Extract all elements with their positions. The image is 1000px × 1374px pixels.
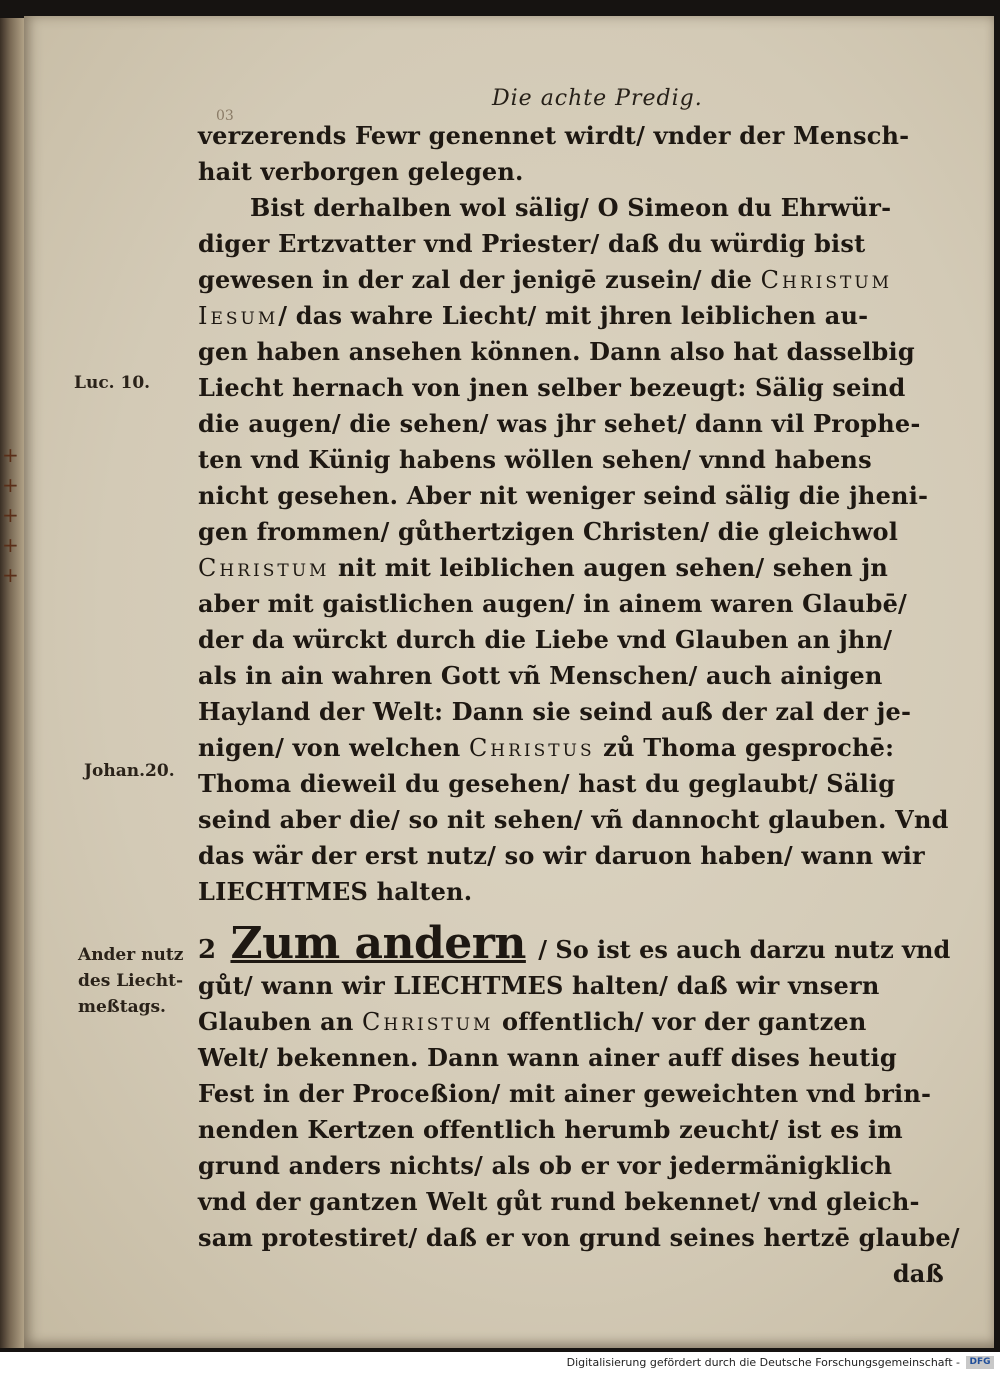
line-text: aber mit gaistlichen augen/ in ainem waren Glaubē/	[198, 589, 908, 618]
small-caps-name: Christum	[760, 266, 893, 294]
line-text: verzerends Fewr genennet wirdt/ vnder der Mensch-	[198, 121, 910, 150]
text-line	[198, 190, 948, 226]
running-head: Die achte Predig.	[492, 86, 703, 111]
text-line	[198, 730, 948, 766]
line-text: offentlich/ vor der gantzen	[493, 1007, 867, 1036]
gutter-mark: +	[2, 503, 19, 527]
margin-note-ander-nutz	[78, 942, 183, 1020]
line-text: nigen/ von welchen	[198, 733, 469, 762]
line-text: hait verborgen gelegen.	[198, 157, 524, 186]
text-line	[198, 802, 948, 838]
dfg-logo: DFG	[966, 1356, 994, 1369]
text-line	[198, 766, 948, 802]
margin-note-line: meßtags.	[78, 997, 166, 1017]
text-line	[198, 694, 948, 730]
text-line	[198, 154, 948, 190]
small-caps-name: Christum	[362, 1008, 494, 1036]
line-text: Thoma dieweil du gesehen/ hast du geglaubt/ Sälig	[198, 769, 896, 798]
text-line	[198, 334, 948, 370]
line-text: seind aber die/ so nit sehen/ vñ dannocht glauben. Vnd	[198, 805, 949, 834]
gutter-marks	[2, 440, 22, 620]
line-text: das wär der erst nutz/ so wir daruon haben/ wann wir	[198, 841, 925, 870]
folio-number: 03	[216, 108, 234, 124]
margin-note-luc: Luc. 10.	[74, 373, 151, 393]
text-line	[198, 968, 948, 1004]
gutter-mark: +	[2, 563, 19, 587]
footer-credit: Digitalisierung gefördert durch die Deutsche Forschungsgemeinschaft -	[566, 1356, 960, 1369]
line-text: nit mit leiblichen augen sehen/ sehen jn	[329, 553, 888, 582]
line-text: gůt/ wann wir LIECHTMES halten/ daß wir vnsern	[198, 971, 880, 1000]
line-text: als in ain wahren Gott vñ Menschen/ auch ainigen	[198, 661, 883, 690]
text-line	[198, 838, 948, 874]
text-line	[198, 586, 948, 622]
small-caps-name: Christus	[468, 734, 595, 762]
margin-note-johan: Johan.20.	[84, 761, 175, 781]
text-line	[198, 874, 948, 910]
gutter-mark: +	[2, 443, 19, 467]
text-line	[198, 550, 948, 586]
line-text: halten.	[368, 877, 473, 906]
line-text: grund anders nichts/ als ob er vor jedermänigklich	[198, 1151, 893, 1180]
section-heading-title: Zum andern	[230, 918, 526, 969]
gutter-mark: +	[2, 533, 19, 557]
page-edge	[0, 18, 26, 1348]
text-line	[198, 118, 948, 154]
line-text: gen haben ansehen können. Dann also hat dasselbig	[198, 337, 915, 366]
section-heading-rest: / So ist es auch darzu nutz vnd	[538, 935, 951, 964]
text-line	[198, 622, 948, 658]
line-text: gen frommen/ gůthertzigen Christen/ die gleichwol	[198, 517, 899, 546]
text-line	[198, 514, 948, 550]
main-text	[198, 118, 960, 1292]
text-line	[198, 406, 948, 442]
text-line	[198, 658, 948, 694]
margin-note-line: Ander nutz	[78, 945, 184, 965]
line-text: Welt/ bekennen. Dann wann ainer auff dises heutig	[198, 1043, 897, 1072]
text-line	[198, 1040, 948, 1076]
line-text: Glauben an	[198, 1007, 363, 1036]
text-line	[198, 1148, 948, 1184]
line-text: der da würckt durch die Liebe vnd Glauben an jhn/	[198, 625, 893, 654]
text-line	[198, 1004, 948, 1040]
line-text: Fest in der Proceßion/ mit ainer geweichten vnd brin-	[198, 1079, 932, 1108]
line-text: Liecht hernach von jnen selber bezeugt: Sälig seind	[198, 373, 906, 402]
text-line	[198, 226, 948, 262]
line-text: Hayland der Welt: Dann sie seind auß der zal der je-	[198, 697, 912, 726]
text-block-second	[198, 968, 960, 1292]
small-caps-name: Iesum	[198, 302, 279, 330]
line-text: sam protestiret/ daß er von grund seines hertzē glaube/	[198, 1223, 960, 1252]
digitization-footer	[0, 1352, 1000, 1374]
line-text: zů Thoma gesprochē:	[594, 733, 895, 762]
gutter-mark: +	[2, 473, 19, 497]
text-line	[198, 262, 948, 298]
text-line	[198, 1112, 948, 1148]
text-line	[198, 1256, 948, 1292]
line-text: / das wahre Liecht/ mit jhren leiblichen au-	[278, 301, 869, 330]
line-text: vnd der gantzen Welt gůt rund bekennet/ vnd gleich-	[198, 1187, 920, 1216]
section-number: 2	[198, 935, 217, 965]
line-text: nicht gesehen. Aber nit weniger seind sälig die jheni-	[198, 481, 929, 510]
line-text: die augen/ die sehen/ was jhr sehet/ dann vil Prophe-	[198, 409, 921, 438]
line-text: Bist derhalben wol sälig/ O Simeon du Ehrwür-	[250, 193, 892, 222]
text-line	[198, 298, 948, 334]
line-text: diger Ertzvatter vnd Priester/ daß du würdig bist	[198, 229, 866, 258]
line-text: gewesen in der zal der jenigē zusein/ die	[198, 265, 761, 294]
text-line	[198, 1220, 960, 1256]
line-text: daß	[892, 1259, 944, 1288]
text-line	[198, 478, 948, 514]
small-caps-name: Christum	[198, 554, 330, 582]
text-line	[198, 442, 948, 478]
text-line	[198, 1184, 948, 1220]
text-block-first	[198, 118, 948, 910]
line-text: nenden Kertzen offentlich herumb zeucht/ ist es im	[198, 1115, 903, 1144]
margin-note-line: des Liecht-	[78, 971, 184, 991]
line-text: ten vnd Künig habens wöllen sehen/ vnnd habens	[198, 445, 872, 474]
text-line	[198, 370, 948, 406]
section-heading	[198, 914, 951, 969]
line-text: LIECHTMES	[198, 877, 369, 906]
text-line	[198, 1076, 948, 1112]
